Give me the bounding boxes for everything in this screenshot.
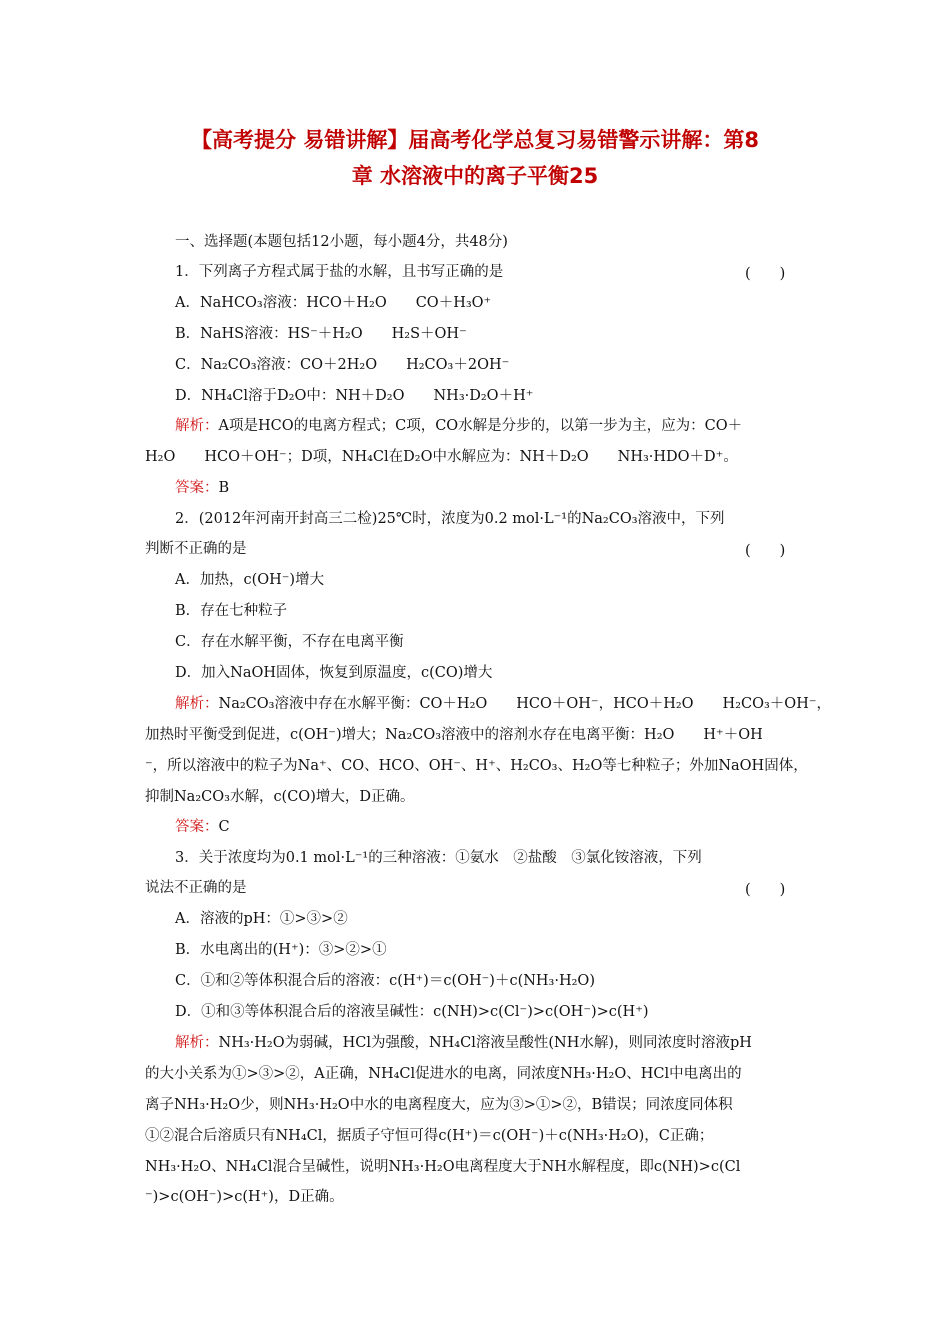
- q2-stem-line-1: 2．(2012年河南开封高三二检)25℃时，浓度为0.2 mol·L⁻¹的Na₂CO₃溶液中，下列: [175, 511, 725, 527]
- q3-explanation-line-6: ⁻)>c(OH⁻)>c(H⁺)，D正确。: [145, 1189, 344, 1205]
- q3-explanation-line-4: ①②混合后溶质只有NH₄Cl，据质子守恒可得c(H⁺)＝c(OH⁻)＋c(NH₃·H₂O)，C正确；: [145, 1128, 714, 1144]
- q2-answer-label: 答案：: [175, 819, 219, 835]
- q2-explanation-text-1: Na₂CO₃溶液中存在水解平衡：CO＋H₂O HCO＋OH⁻，HCO＋H₂O H₂CO₃＋OH⁻，: [218, 696, 831, 712]
- q1-answer-value: B: [218, 480, 230, 496]
- q2-stem-line-2: 判断不正确的是: [145, 541, 247, 557]
- q2-option-a: A．加热，c(OH⁻)增大: [175, 572, 325, 588]
- q3-answer-bracket: ( ): [745, 882, 786, 898]
- section-heading: 一、选择题(本题包括12小题，每小题4分，共48分): [175, 234, 508, 250]
- q1-explanation-line-2: H₂O HCO＋OH⁻；D项，NH₄Cl在D₂O中水解应为：NH＋D₂O NH₃·HDO＋D⁺。: [145, 449, 738, 465]
- q3-option-c: C．①和②等体积混合后的溶液：c(H⁺)＝c(OH⁻)＋c(NH₃·H₂O): [175, 973, 595, 989]
- q2-option-b: B．存在七种粒子: [175, 603, 288, 619]
- q2-option-d: D．加入NaOH固体，恢复到原温度，c(CO)增大: [175, 665, 493, 681]
- document-title-line-1: 【高考提分 易错讲解】届高考化学总复习易错警示讲解：第8: [191, 128, 759, 152]
- q2-option-c: C．存在水解平衡，不存在电离平衡: [175, 634, 404, 650]
- q1-explanation-text-1: A项是HCO的电离方程式；C项，CO水解是分步的，以第一步为主，应为：CO＋: [218, 418, 743, 434]
- q1-option-b: B．NaHS溶液：HS⁻＋H₂O H₂S＋OH⁻: [175, 326, 467, 342]
- q3-option-a: A．溶液的pH：①>③>②: [175, 911, 348, 927]
- q1-answer: [175, 478, 229, 498]
- q1-answer-bracket: ( ): [745, 266, 786, 282]
- q2-answer-bracket: ( ): [745, 543, 786, 559]
- q1-option-a: A．NaHCO₃溶液：HCO＋H₂O CO＋H₃O⁺: [175, 295, 492, 311]
- q1-option-d: D．NH₄Cl溶于D₂O中：NH＋D₂O NH₃·D₂O＋H⁺: [175, 388, 534, 404]
- q3-explanation-line-5: NH₃·H₂O、NH₄Cl混合呈碱性，说明NH₃·H₂O电离程度大于NH水解程度，即c(NH)>c(Cl: [145, 1159, 741, 1175]
- q2-answer: [175, 817, 230, 837]
- q3-explanation-line-3: 离子NH₃·H₂O少，则NH₃·H₂O中水的电离程度大，应为③>①>②，B错误；同浓度同体积: [145, 1097, 733, 1113]
- q3-stem-line-2: 说法不正确的是: [145, 880, 247, 896]
- q3-stem-line-1: 3．关于浓度均为0.1 mol·L⁻¹的三种溶液：①氨水 ②盐酸 ③氯化铵溶液，下列: [175, 850, 702, 866]
- q2-explanation-line-2: 加热时平衡受到促进，c(OH⁻)增大；Na₂CO₃溶液中的溶剂水存在电离平衡：H₂O H⁺＋OH: [145, 727, 763, 743]
- q1-option-c: C．Na₂CO₃溶液：CO＋2H₂O H₂CO₃＋2OH⁻: [175, 357, 510, 373]
- q2-explanation-label: 解析：: [175, 696, 219, 712]
- q1-answer-label: 答案：: [175, 480, 219, 496]
- document-title-line-2: 章 水溶液中的离子平衡25: [351, 164, 599, 188]
- q1-stem: 1．下列离子方程式属于盐的水解，且书写正确的是: [175, 264, 504, 280]
- q3-explanation-line-2: 的大小关系为①>③>②，A正确，NH₄Cl促进水的电离，同浓度NH₃·H₂O、HCl中电离出的: [145, 1066, 742, 1082]
- q3-explanation-text-1: NH₃·H₂O为弱碱，HCl为强酸，NH₄Cl溶液呈酸性(NH水解)，则同浓度时溶液pH: [218, 1035, 752, 1051]
- q3-explanation-line-1: [175, 1033, 752, 1053]
- q3-option-b: B．水电离出的(H⁺)：③>②>①: [175, 942, 387, 958]
- q2-explanation-line-3: ⁻，所以溶液中的粒子为Na⁺、CO、HCO、OH⁻、H⁺、H₂CO₃、H₂O等七种粒子；外加NaOH固体，: [145, 758, 808, 774]
- q2-answer-value: C: [218, 819, 230, 835]
- q3-explanation-label: 解析：: [175, 1035, 219, 1051]
- q1-explanation-line-1: [175, 416, 742, 436]
- q2-explanation-line-4: 抑制Na₂CO₃水解，c(CO)增大，D正确。: [145, 789, 415, 805]
- q3-option-d: D．①和③等体积混合后的溶液呈碱性：c(NH)>c(Cl⁻)>c(OH⁻)>c(H⁺): [175, 1004, 649, 1020]
- q1-explanation-label: 解析：: [175, 418, 219, 434]
- q2-explanation-line-1: [175, 694, 831, 714]
